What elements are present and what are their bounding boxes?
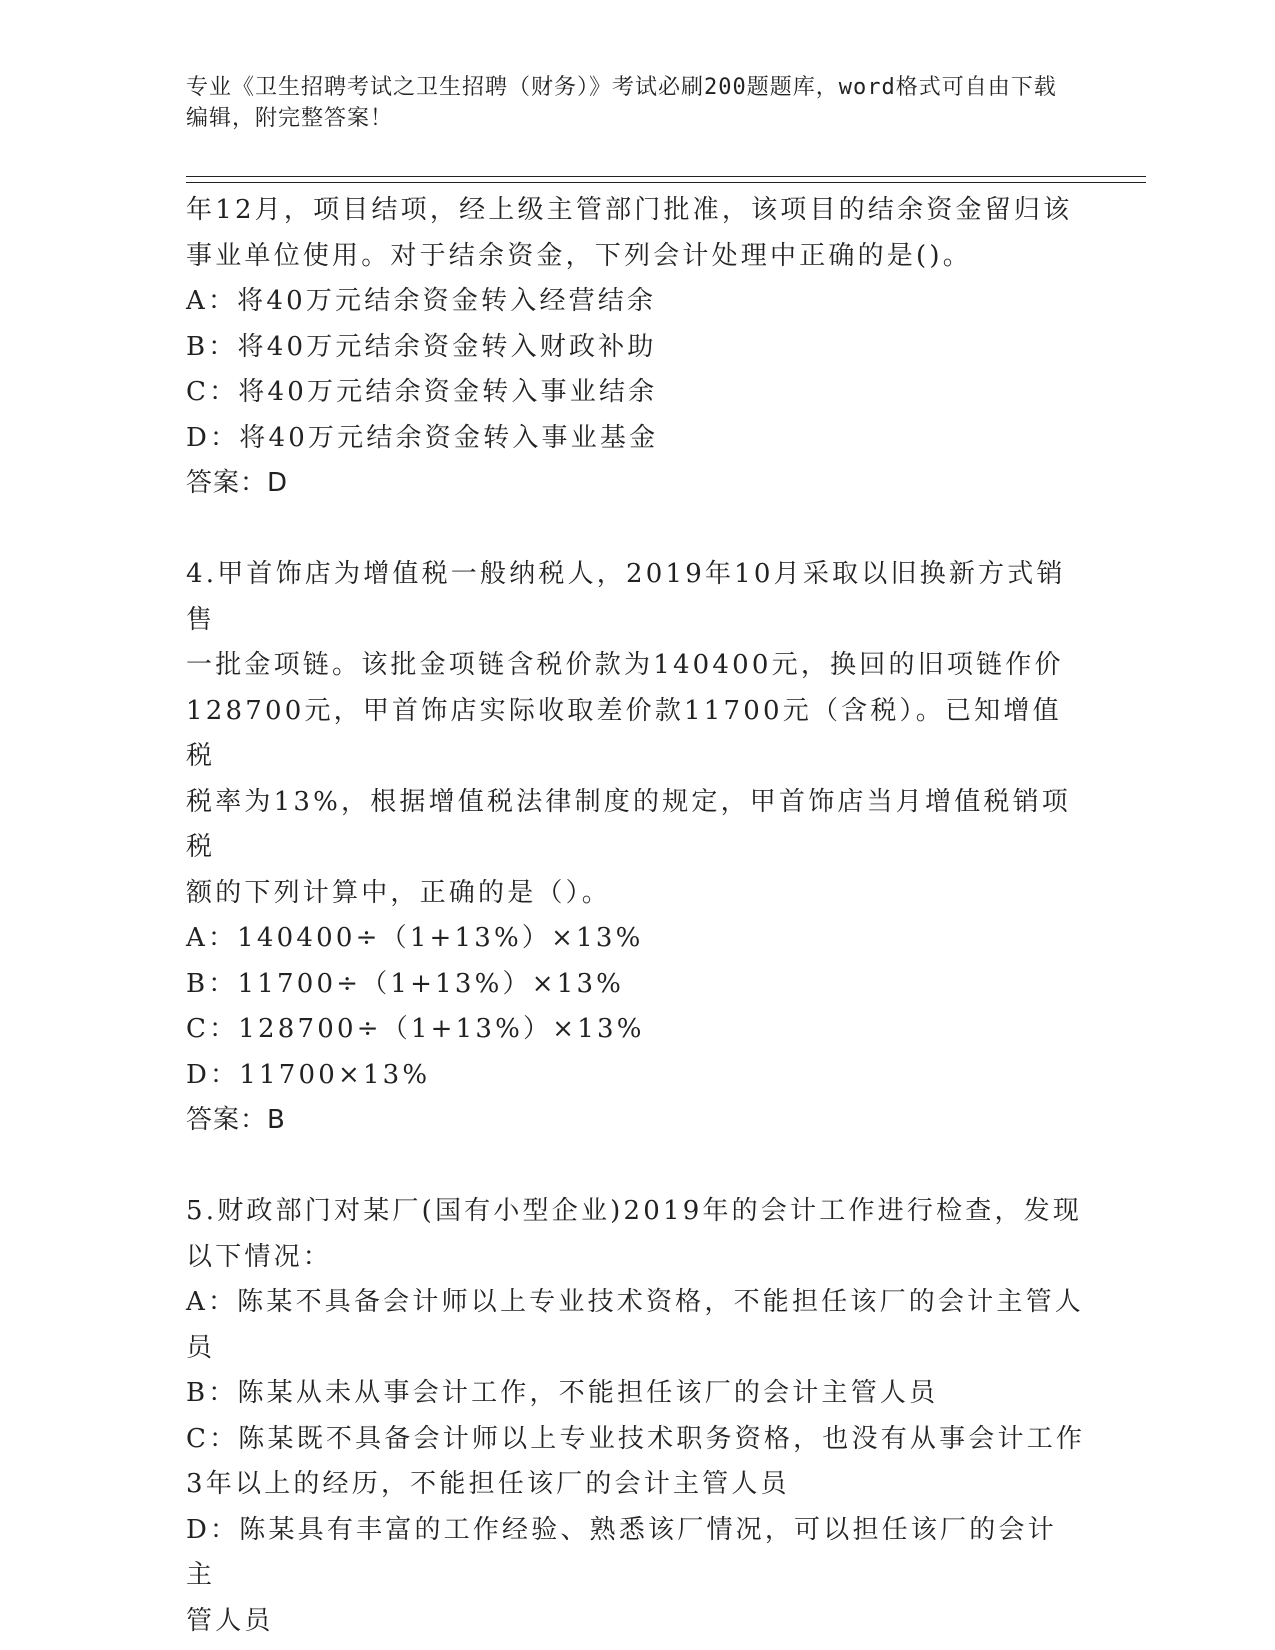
question-3-stem-line: 事业单位使用。对于结余资金，下列会计处理中正确的是()。: [186, 240, 972, 271]
question-4-stem-line: 额的下列计算中，正确的是（）。: [186, 877, 612, 908]
question-4-option-c: C：128700÷（1+13%）×13%: [186, 1014, 645, 1044]
page-header: 专业《卫生招聘考试之卫生招聘（财务）》考试必刷200题题库，word格式可自由下载编辑，附完整答案！: [186, 75, 1057, 131]
question-3-answer: 答案：D: [186, 468, 289, 498]
question-content: [186, 188, 1086, 1644]
question-4-stem-line: 4.甲首饰店为增值税一般纳税人，2019年10月采取以旧换新方式销售: [186, 559, 1066, 635]
question-3-option-c: C：将40万元结余资金转入事业结余: [186, 377, 658, 407]
question-3-option-b: B：将40万元结余资金转入财政补助: [186, 331, 657, 362]
question-5-stem-line: 5.财政部门对某厂(国有小型企业)2019年的会计工作进行检查，发现: [186, 1196, 1083, 1226]
question-3-stem-line: 年12月，项目结项，经上级主管部门批准，该项目的结余资金留归该: [186, 195, 1073, 225]
question-5-option-c-cont: 3年以上的经历，不能担任该厂的会计主管人员: [186, 1469, 790, 1499]
question-spacer: [186, 507, 1086, 553]
question-4-answer: 答案：B: [186, 1105, 286, 1135]
question-5-option-d-cont: 管人员: [186, 1605, 274, 1636]
question-3-option-d: D：将40万元结余资金转入事业基金: [186, 422, 659, 453]
question-5-option-c: C：陈某既不具备会计师以上专业技术职务资格，也没有从事会计工作: [186, 1423, 1086, 1454]
question-3-option-a: A：将40万元结余资金转入经营结余: [186, 286, 657, 316]
question-5-option-a: A：陈某不具备会计师以上专业技术资格，不能担任该厂的会计主管人: [186, 1287, 1084, 1317]
question-spacer: [186, 1144, 1086, 1190]
header-divider-top: [186, 176, 1146, 177]
question-5-option-b: B：陈某从未从事会计工作，不能担任该厂的会计主管人员: [186, 1378, 939, 1408]
question-5-option-d: D：陈某具有丰富的工作经验、熟悉该厂情况，可以担任该厂的会计主: [186, 1514, 1057, 1590]
question-5-stem-line: 以下情况：: [186, 1241, 333, 1272]
question-4-stem-line: 一批金项链。该批金项链含税价款为140400元，换回的旧项链作价: [186, 650, 1064, 680]
question-4-option-d: D：11700×13%: [186, 1059, 431, 1090]
question-4-stem-line: 128700元，甲首饰店实际收取差价款11700元（含税）。已知增值税: [186, 695, 1062, 771]
question-4-option-b: B：11700÷（1+13%）×13%: [186, 968, 625, 999]
question-4-option-a: A：140400÷（1+13%）×13%: [186, 923, 644, 953]
question-4-stem-line: 税率为13%，根据增值税法律制度的规定，甲首饰店当月增值税销项税: [186, 786, 1071, 862]
question-5-option-a-cont: 员: [186, 1332, 216, 1363]
header-divider-bottom: [186, 182, 1146, 183]
